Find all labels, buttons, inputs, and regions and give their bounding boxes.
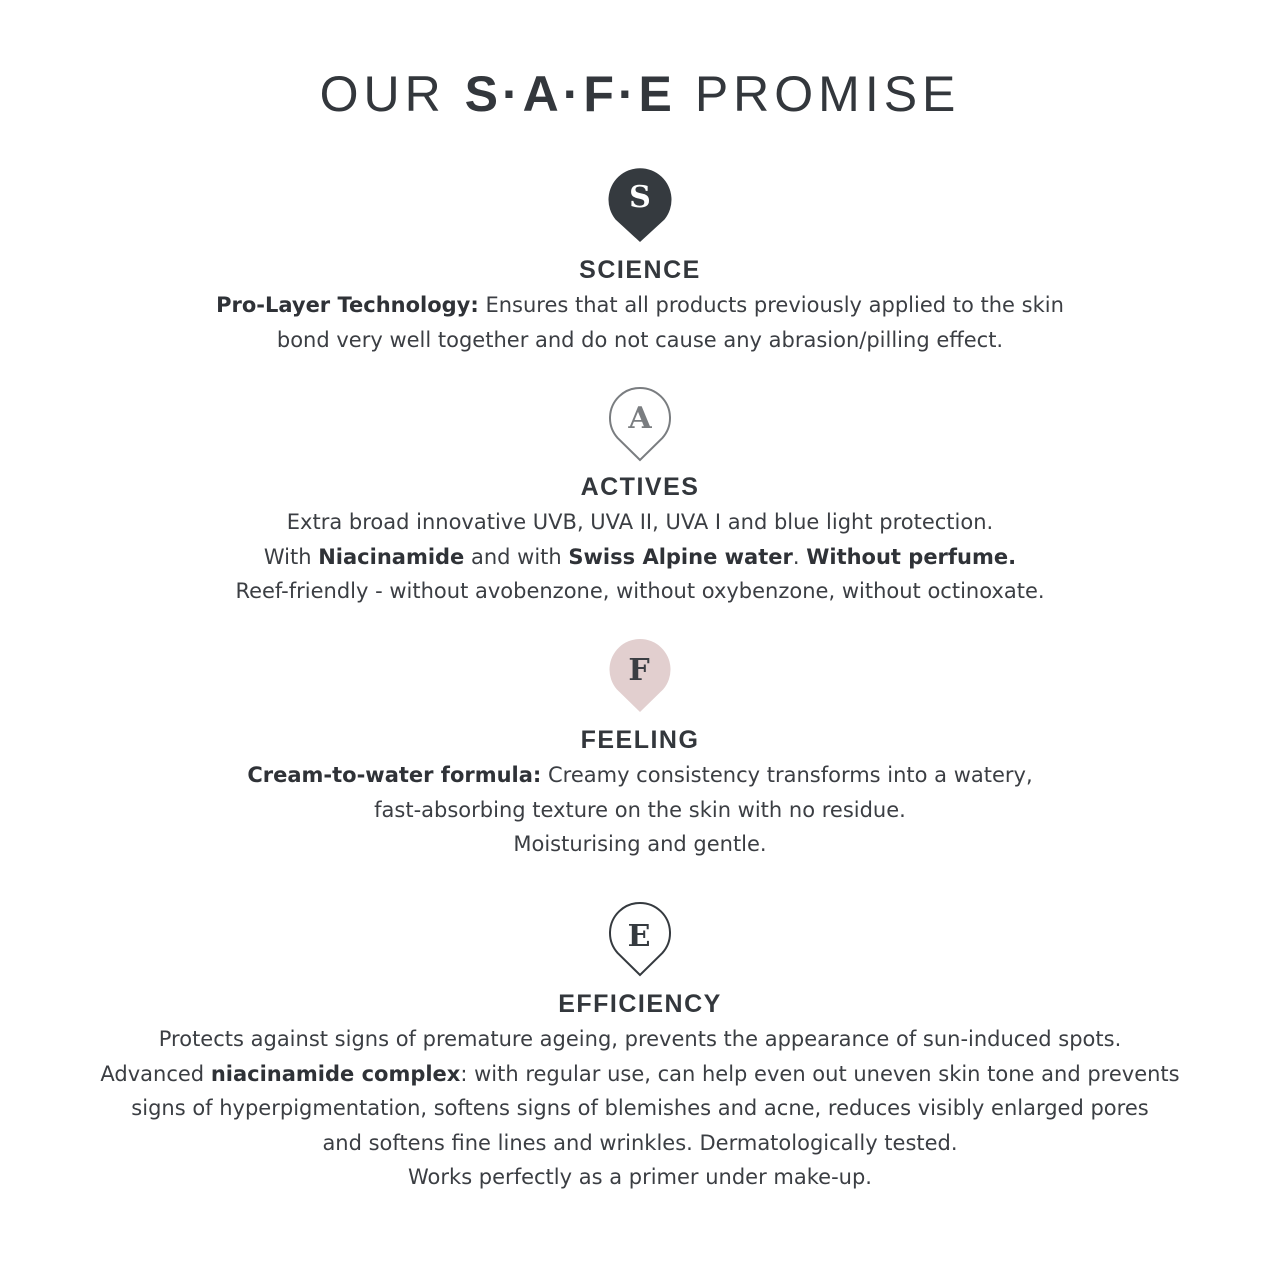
efficiency-heading: EFFICIENCY [558, 990, 722, 1018]
science-description [0, 288, 1280, 357]
page-title [0, 62, 1280, 126]
science-heading: SCIENCE [579, 256, 701, 284]
actives-line-1: Extra broad innovative UVB, UVA II, UVA I and blue light protection. [286, 510, 994, 534]
efficiency-line-4: and softens fine lines and wrinkles. Dermatologically tested. [322, 1130, 958, 1155]
science-line-1: Pro-Layer Technology: Ensures that all products previously applied to the skin [216, 293, 1064, 317]
feeling-pin-icon [0, 634, 1280, 716]
efficiency-pin-letter: E [627, 919, 651, 954]
title-prefix: OUR [319, 66, 446, 122]
feeling-line-2: fast-absorbing texture on the skin with no residue. [374, 797, 906, 822]
feeling-heading: FEELING [580, 726, 700, 754]
efficiency-line-5: Works perfectly as a primer under make-up. [408, 1165, 872, 1190]
feeling-pin-letter: F [628, 653, 650, 688]
feeling-line-1: Cream-to-water formula: Creamy consistency transforms into a watery, [247, 763, 1033, 787]
cream-to-water-formula-label: Cream-to-water formula: [247, 763, 542, 787]
title-acronym: S·A·F·E [464, 66, 676, 122]
title-suffix: PROMISE [694, 66, 961, 122]
feeling-description [0, 758, 1280, 862]
actives-pin-icon [0, 384, 1280, 466]
actives-heading: ACTIVES [580, 473, 700, 501]
science-pin-icon [0, 163, 1280, 245]
feeling-line-3: Moisturising and gentle. [513, 832, 767, 857]
actives-line-2: With Niacinamide and with Swiss Alpine water. Without perfume. [263, 544, 1017, 569]
efficiency-line-2: Advanced niacinamide complex: with regular use, can help even out uneven skin tone and prevents [100, 1061, 1180, 1086]
science-pin-letter: S [629, 180, 651, 215]
efficiency-line-1: Protects against signs of premature ageing, prevents the appearance of sun-induced spots. [158, 1027, 1122, 1051]
actives-description [0, 505, 1280, 609]
efficiency-pin-icon [0, 897, 1280, 979]
swiss-alpine-water-highlight: Swiss Alpine water [568, 544, 793, 569]
niacinamide-complex-highlight: niacinamide complex [210, 1061, 461, 1086]
efficiency-line-3: signs of hyperpigmentation, softens signs of blemishes and acne, reduces visibly enlarged pores [131, 1096, 1149, 1121]
actives-pin-letter: A [628, 401, 652, 436]
without-perfume-highlight: Without perfume. [806, 544, 1017, 569]
science-line-2: bond very well together and do not cause any abrasion/pilling effect. [276, 327, 1004, 352]
niacinamide-highlight: Niacinamide [318, 544, 465, 569]
actives-line-3: Reef-friendly - without avobenzone, without oxybenzone, without octinoxate. [235, 579, 1045, 604]
pro-layer-technology-label: Pro-Layer Technology: [216, 293, 479, 317]
efficiency-description [0, 1022, 1280, 1195]
